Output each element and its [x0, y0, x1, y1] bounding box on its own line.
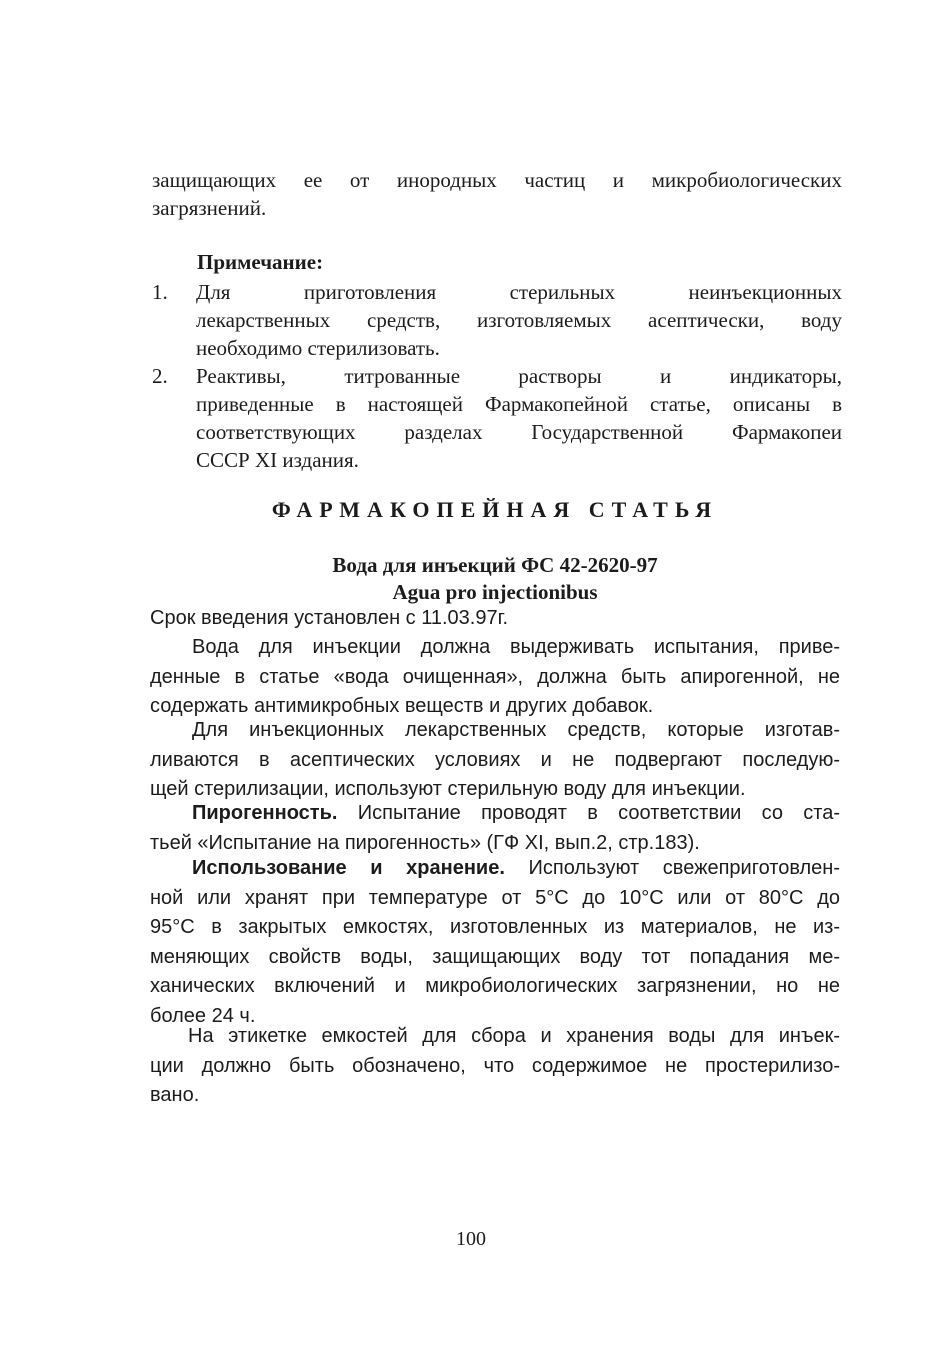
note-item-2-line-4: СССР XI издания. [196, 448, 359, 472]
note-item-2-line-1: Реактивы, титрованные растворы и индикаторы, [196, 364, 842, 388]
paragraph-2-line-2: ливаются в асептических условиях и не подвергают последую- [150, 748, 840, 771]
intro-line-1: защищающих ее от инородных частиц и микробиологических [152, 168, 842, 192]
page-number: 100 [456, 1228, 486, 1250]
paragraph-4-line-1 [150, 854, 840, 884]
paragraph-5-line-1: На этикетке емкостей для сбора и хранения воды для инъек- [188, 1025, 840, 1047]
note-item-2-number: 2. [152, 364, 168, 388]
note-item-1-text [196, 278, 842, 362]
note-item-2-text [196, 362, 842, 474]
article-heading: ФАРМАКОПЕЙНАЯ СТАТЬЯ [271, 497, 719, 522]
paragraph-2 [150, 716, 840, 805]
paragraph-1-line-2: денные в статье «вода очищенная», должна быть апирогенной, не [150, 665, 840, 688]
note-title: Примечание: [197, 250, 324, 274]
paragraph-3-line-2: тьей «Испытание на пирогенность» (ГФ XI, вып.2, стр.183). [150, 831, 700, 854]
paragraph-5 [150, 1022, 840, 1111]
paragraph-4-line-2: ной или хранят при температуре от 5°С до 10°С или от 80°С до [150, 886, 840, 909]
paragraph-3 [150, 799, 840, 858]
paragraph-4-line-1-text: Используют свежеприготовлен- [504, 857, 840, 879]
paragraph-4-line-6: более 24 ч. [150, 1004, 256, 1027]
note-item-2-line-2: приведенные в настоящей Фармакопейной статье, описаны в [196, 392, 842, 416]
paragraph-4-line-5: ханических включений и микробиологических загрязнении, но не [150, 975, 840, 997]
usage-storage-label: Использование и хранение. [192, 857, 505, 879]
article-title-latin: Agua pro injectionibus [392, 580, 598, 604]
paragraph-2-line-3: щей стерилизации, используют стерильную воду для инъекции. [150, 778, 746, 800]
intro-line-2: загрязнений. [152, 196, 267, 220]
paragraph-4-line-4: меняющих свойств воды, защищающих воду тот попадания ме- [150, 945, 840, 968]
paragraph-4 [150, 854, 840, 1031]
paragraph-3-line-1-text: Испытание проводят в соответствии со ста- [337, 802, 840, 824]
paragraph-1-line-1: Вода для инъекции должна выдерживать испытания, приве- [192, 636, 840, 658]
paragraph-5-line-3: вано. [150, 1084, 200, 1106]
note-item-1-line-1: Для приготовления стерильных неинъекционных [196, 280, 842, 304]
note-item-2-line-3: соответствующих разделах Государственной Фармакопеи [196, 420, 842, 444]
paragraph-4-line-3: 95°С в закрытых емкостях, изготовленных из материалов, не из- [150, 916, 840, 938]
note-item-1-line-3: необходимо стерилизовать. [196, 336, 440, 360]
paragraph-1 [150, 633, 840, 722]
note-item-1-line-2: лекарственных средств, изготовляемых асептически, воду [196, 308, 842, 332]
pyrogenicity-label: Пирогенность. [192, 802, 338, 824]
note-item-1-number: 1. [152, 280, 168, 304]
paragraph-3-line-1 [150, 799, 840, 829]
paragraph-2-line-1: Для инъекционных лекарственных средств, которые изготав- [192, 719, 840, 741]
paragraph-5-line-2: ции должно быть обозначено, что содержимое не простерилизо- [150, 1054, 840, 1077]
paragraph-1-line-3: содержать антимикробных веществ и других добавок. [150, 695, 654, 717]
effective-date: Срок введения установлен с 11.03.97г. [150, 607, 508, 629]
article-title-ru: Вода для инъекций ФС 42-2620-97 [332, 553, 658, 577]
